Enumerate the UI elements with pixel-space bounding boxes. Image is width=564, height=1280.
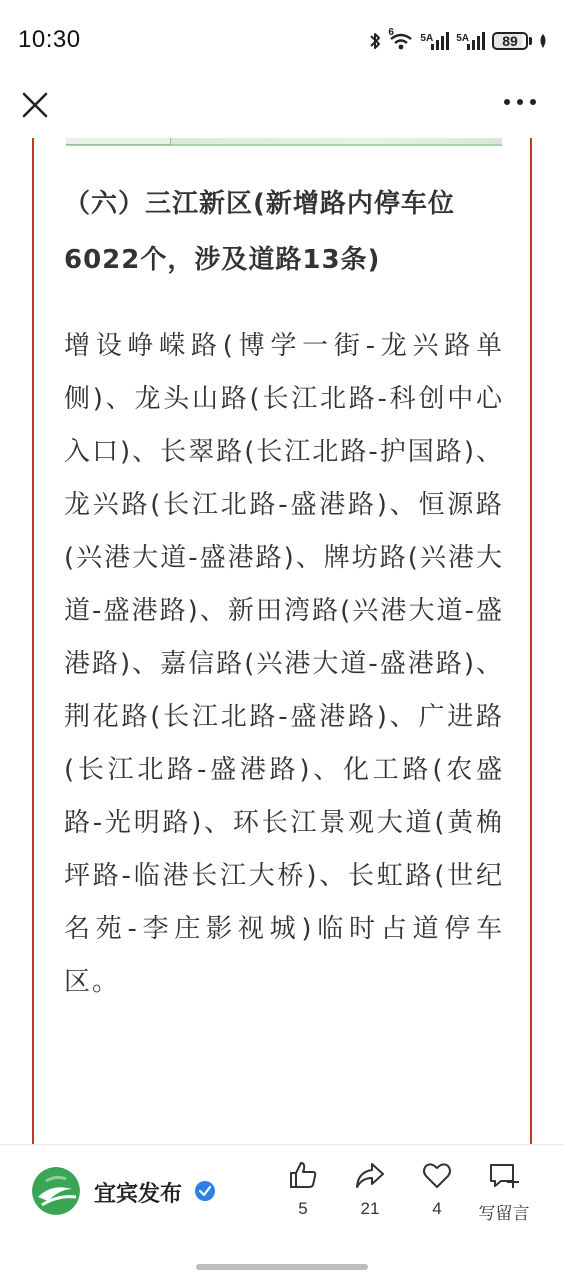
signal-1-label: 5A xyxy=(420,33,434,44)
home-indicator[interactable] xyxy=(196,1264,368,1270)
like-button[interactable] xyxy=(273,1159,333,1239)
section-heading: （六）三江新区(新增路内停车位6022个，涉及道路13条) xyxy=(64,189,455,275)
share-button[interactable] xyxy=(340,1159,400,1239)
share-icon xyxy=(354,1159,386,1191)
article-frame xyxy=(32,138,532,1144)
favorite-count: 4 xyxy=(432,1199,442,1218)
share-count: 21 xyxy=(360,1199,380,1218)
like-count: 5 xyxy=(298,1199,308,1218)
bottom-bar xyxy=(0,1144,564,1251)
signal-2-label: 5A xyxy=(456,33,469,44)
favorite-button[interactable] xyxy=(407,1159,467,1239)
signal-icon-1 xyxy=(420,32,450,50)
battery-icon xyxy=(492,32,532,50)
publisher-logo-icon xyxy=(32,1167,80,1215)
comment-add-icon xyxy=(487,1159,521,1191)
map-image[interactable] xyxy=(66,138,502,146)
close-icon[interactable] xyxy=(20,90,50,120)
comment-button[interactable] xyxy=(470,1159,538,1239)
comment-label: 写留言 xyxy=(478,1204,530,1224)
top-nav xyxy=(0,80,564,130)
signal-icon-2 xyxy=(456,32,486,50)
status-icons xyxy=(368,29,548,53)
leaf-icon xyxy=(538,33,548,49)
map-inset xyxy=(66,138,171,145)
status-time: 10:30 xyxy=(18,26,81,53)
thumbs-up-icon xyxy=(287,1159,319,1191)
verified-icon xyxy=(194,1180,216,1202)
battery-level: 89 xyxy=(492,32,528,50)
publisher-name[interactable]: 宜宾发布 xyxy=(94,1182,183,1207)
status-bar xyxy=(0,0,564,80)
more-icon[interactable] xyxy=(502,96,538,108)
wifi-label: 6 xyxy=(388,27,394,38)
section-body: 增设峥嵘路(博学一街-龙兴路单侧)、龙头山路(长江北路-科创中心入口)、长翠路(长江北路-护国路)、龙兴路(长江北路-盛港路)、恒源路(兴港大道-盛港路)、牌坊路(兴港大道-盛港路)、新田湾路(兴港大道-盛港路)、嘉信路(兴港大道-盛港路)、荆花路(长江北路-盛港路)、广进路(长江北路-盛港路)、化工路(农盛路-光明路)、环长江景观大道(黄桷坪路-临港长江大桥)、长虹路(世纪名苑-李庄影视城)临时占道停车区。 xyxy=(64,331,504,997)
publisher-avatar[interactable] xyxy=(32,1167,80,1215)
bluetooth-icon xyxy=(368,31,382,51)
wifi-icon xyxy=(388,27,414,51)
heart-icon xyxy=(421,1159,453,1191)
